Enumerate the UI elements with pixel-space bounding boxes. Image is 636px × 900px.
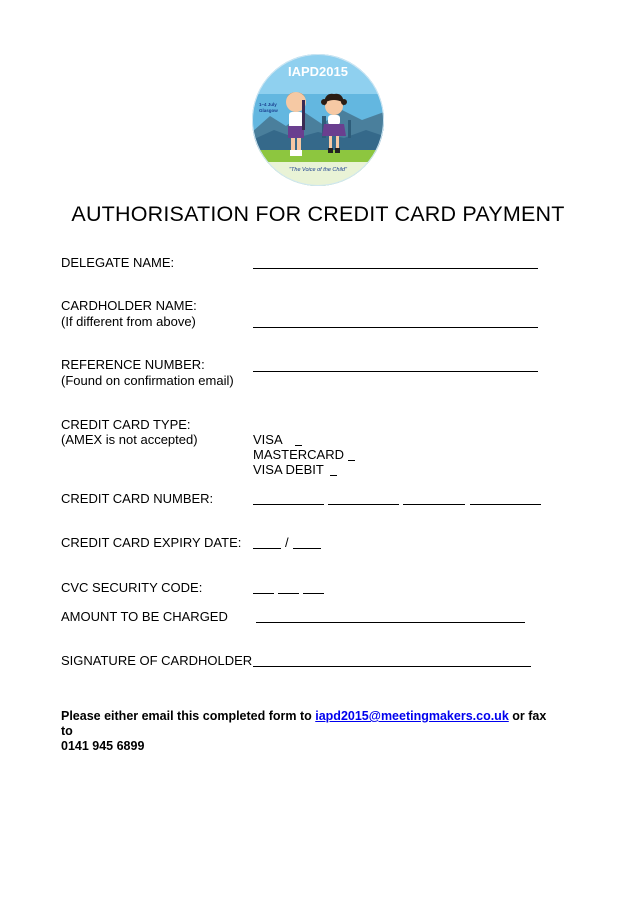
submission-instructions: [61, 709, 561, 754]
card-type-mastercard-label: MASTERCARD: [253, 447, 345, 462]
delegate-name-line[interactable]: [253, 255, 538, 269]
logo-city: Glasgow: [259, 108, 278, 113]
card-number-group-3[interactable]: [403, 491, 465, 505]
card-number-group-1[interactable]: [253, 491, 324, 505]
cvc-digit-1-line[interactable]: [253, 580, 274, 594]
card-type-mastercard-checkbox[interactable]: [348, 447, 355, 461]
cvc-code-label: CVC SECURITY CODE:: [61, 580, 203, 595]
expiry-month-line[interactable]: [253, 535, 281, 549]
logo-dates: 1–4 July: [259, 102, 277, 107]
expiry-year-line[interactable]: [293, 535, 321, 549]
cvc-digit-2-line[interactable]: [278, 580, 299, 594]
cardholder-name-label: CARDHOLDER NAME:: [61, 298, 197, 313]
reference-number-line[interactable]: [253, 358, 538, 372]
card-type-visa-debit-label: VISA DEBIT: [253, 462, 324, 477]
fax-number: 0141 945 6899: [61, 739, 145, 753]
instructions-text-after: or fax to: [61, 709, 547, 738]
card-number-group-2[interactable]: [328, 491, 399, 505]
card-type-visa-label: VISA: [253, 432, 283, 447]
delegate-name-label: DELEGATE NAME:: [61, 255, 175, 270]
cardholder-name-note: (If different from above): [61, 314, 196, 329]
iapd-2015-logo: [252, 54, 384, 186]
card-type-visa-debit-checkbox[interactable]: [330, 462, 337, 476]
cvc-digit-3-line[interactable]: [303, 580, 324, 594]
amount-label: AMOUNT TO BE CHARGED: [61, 609, 228, 624]
signature-label: SIGNATURE OF CARDHOLDER: [61, 653, 253, 668]
cardholder-name-line[interactable]: [253, 314, 538, 328]
card-number-group-4[interactable]: [470, 491, 541, 505]
email-link[interactable]: iapd2015@meetingmakers.co.uk: [315, 709, 509, 723]
signature-line[interactable]: [253, 653, 531, 667]
card-number-label: CREDIT CARD NUMBER:: [61, 491, 214, 506]
card-type-note: (AMEX is not accepted): [61, 432, 198, 447]
logo-tagline: "The Voice of the Child": [289, 167, 347, 173]
instructions-text-before: Please either email this completed form to: [61, 709, 316, 723]
logo-illustration: [252, 54, 384, 186]
expiry-date-label: CREDIT CARD EXPIRY DATE:: [61, 535, 242, 550]
reference-number-note: (Found on confirmation email): [61, 373, 234, 388]
expiry-separator: /: [285, 535, 289, 550]
card-type-visa-checkbox[interactable]: [295, 432, 302, 446]
form-title: AUTHORISATION FOR CREDIT CARD PAYMENT: [71, 202, 565, 226]
reference-number-label: REFERENCE NUMBER:: [61, 357, 205, 372]
card-type-label: CREDIT CARD TYPE:: [61, 417, 191, 432]
amount-line[interactable]: [256, 609, 525, 623]
logo-title: IAPD2015: [288, 64, 348, 79]
